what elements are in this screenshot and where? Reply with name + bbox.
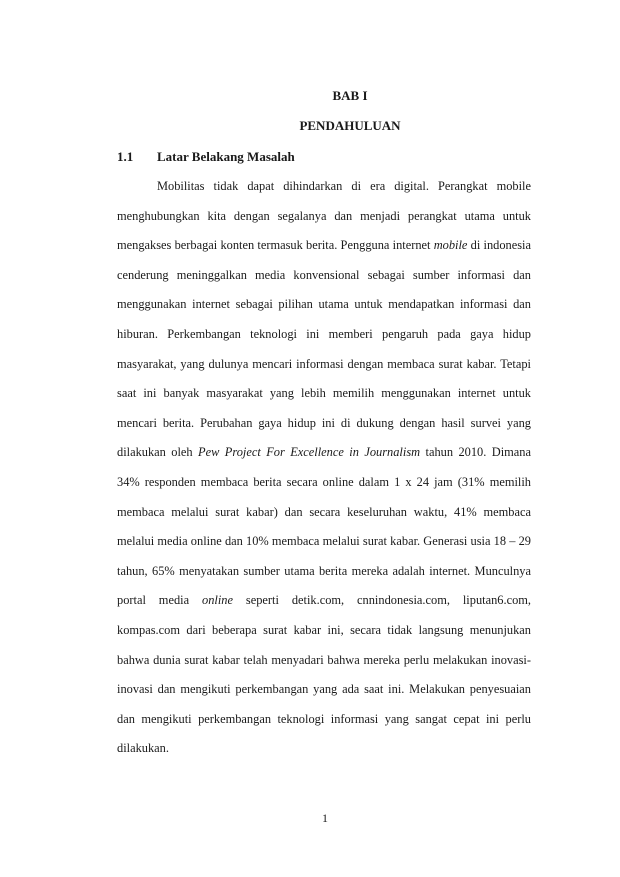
chapter-title: PENDAHULUAN xyxy=(299,118,401,133)
section-heading xyxy=(117,149,537,165)
text-run: seperti detik.com, cnnindonesia.com, liputan6.com, kompas.com dari beberapa surat kabar ini, secara tidak langsung menunjukan bahwa dunia surat kabar telah menyadari bahwa mereka perlu melakukan inovasi-inovasi dan mengikuti perkembangan yang ada saat ini. Melakukan penyesuaian dan mengikuti perkembangan teknologi informasi yang sangat cepat ini perlu dilakukan. xyxy=(117,593,531,756)
italic-term: online xyxy=(202,593,233,608)
italic-term: Pew Project For Excellence in Journalism xyxy=(198,445,421,460)
paragraph xyxy=(117,172,531,764)
body-text xyxy=(117,172,531,764)
text-run: Mobilitas tidak dapat dihindarkan di era digital. Perangkat mobile menghubungkan kita dengan segalanya dan menjadi perangkat utama untuk mengakses berbagai konten termasuk berita. Pengguna internet xyxy=(117,179,531,253)
section-number: 1.1 xyxy=(117,149,134,164)
page-number: 1 xyxy=(322,811,328,825)
text-run: di indonesia cenderung meninggalkan media konvensional sebagai sumber informasi dan menggunakan internet sebagai pilihan utama untuk mendapatkan informasi dan hiburan. Perkembangan teknologi ini memberi pengaruh pada gaya hidup masyarakat, yang dulunya mencari informasi dengan membaca surat kabar. Tetapi saat ini banyak masyarakat yang lebih memilih menggunakan internet untuk mencari berita. Perubahan gaya hidup ini di dukung dengan hasil survei yang dilakukan oleh xyxy=(117,238,531,460)
chapter-heading: BAB I xyxy=(332,88,368,103)
section-title: Latar Belakang Masalah xyxy=(157,149,295,164)
italic-term: mobile xyxy=(433,238,468,253)
text-run: tahun 2010. Dimana 34% responden membaca berita secara online dalam 1 x 24 jam (31% memilih membaca melalui surat kabar) dan secara keseluruhan waktu, 41% membaca melalui media online dan 10% membaca melalui surat kabar. Generasi usia 18 – 29 tahun, 65% menyatakan sumber utama berita mereka adalah internet. Munculnya portal media xyxy=(117,445,531,608)
